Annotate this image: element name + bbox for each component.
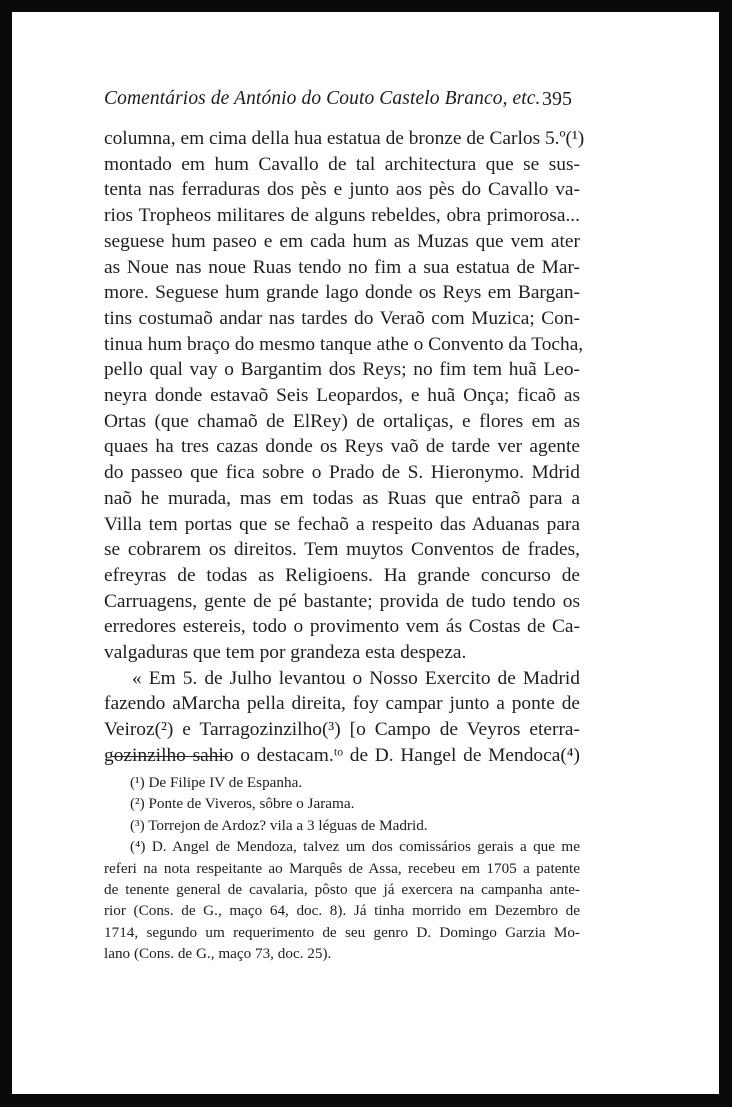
running-title: Comentários de António do Couto Castelo Branco, etc.: [104, 88, 541, 109]
body-line: « Em 5. de Julho levantou o Nosso Exercito de Madrid: [132, 667, 580, 689]
body-line: columna, em cima della hua estatua de bronze de Carlos 5.º(¹): [104, 128, 585, 149]
body-line: rios Tropheos militares de alguns rebeldes, obra primorosa...: [104, 205, 580, 227]
footnote-line: (²) Ponte de Viveros, sôbre o Jarama.: [130, 795, 355, 813]
footnote-divider: [112, 756, 228, 757]
body-line: erredores estereis, todo o provimento vem ás Costas de Ca-: [104, 616, 580, 638]
footnote-line: 1714, segundo um requerimento de seu genro D. Domingo Garzia Mo-: [104, 923, 580, 941]
body-line: naõ he murada, mas em todas as Ruas que entraõ para a: [104, 487, 580, 509]
body-line: se cobrarem os direitos. Tem muytos Conventos de frades,: [104, 539, 580, 561]
body-line: Veiroz(²) e Tarragozinzilho(³) [o Campo de Veyros eterra-: [104, 719, 580, 741]
body-line: tenta nas ferraduras dos pès e junto aos pès do Cavallo va-: [104, 179, 580, 201]
page-sheet: [12, 12, 719, 1094]
footnote-line: referi na nota respeitante ao Marquês de Assa, recebeu em 1705 a patente: [104, 859, 580, 877]
body-line: tins costumaõ andar nas tardes do Veraõ com Muzica; Con-: [104, 307, 580, 329]
footnote-line: de tenente general de cavalaria, pôsto que já exercera na campanha ante-: [104, 881, 580, 899]
footnote-line: lano (Cons. de G., maço 73, doc. 25).: [104, 945, 332, 963]
body-line: montado em hum Cavallo de tal architectura que se sus-: [104, 153, 580, 175]
body-line: valgaduras que tem por grandeza esta despeza.: [104, 642, 467, 664]
body-line: Ortas (que chamaõ de ElRey) de ortaliças, e flores em as: [104, 410, 580, 432]
body-line: Carruagens, gente de pé bastante; provida de tudo tendo os: [104, 590, 580, 612]
body-line: more. Seguese hum grande lago donde os Reys em Bargan-: [104, 282, 580, 304]
body-line: quaes ha tres cazas donde os Reys vaõ de tarde ver agente: [104, 436, 580, 458]
footnote-line: (⁴) D. Angel de Mendoza, talvez um dos comissários gerais a que me: [130, 838, 580, 856]
footnotes: [104, 772, 580, 965]
footnote-line: rior (Cons. de G., maço 64, doc. 8). Já tinha morrido em Dezembro de: [104, 902, 580, 920]
body-line: efreyras de todas as Religioens. Ha grande concurso de: [104, 564, 580, 586]
body-line: seguese hum paseo e em cada hum as Muzas que vem ater: [104, 230, 580, 252]
body-line: gozinzilho sahio o destacam.ᵗᵒ de D. Hangel de Mendoca(⁴): [104, 744, 580, 766]
body-line: as Noue nas noue Ruas tendo no fim a sua estatua de Mar-: [104, 256, 580, 278]
body-line: Villa tem portas que se fechaõ a respeito das Aduanas para: [104, 513, 580, 535]
body-line: fazendo aMarcha pella direita, foy campar junto a ponte de: [104, 693, 580, 715]
page-number: 395: [542, 88, 572, 110]
footnote-line: (¹) De Filipe IV de Espanha.: [130, 774, 303, 791]
body-line: neyra donde estavaõ Seis Leopardos, e huã Onça; ficaõ as: [104, 385, 580, 407]
footnote-line: (³) Torrejon de Ardoz? vila a 3 léguas de Madrid.: [130, 816, 428, 834]
body-text: [104, 126, 585, 769]
body-line: pello qual vay o Bargantim dos Reys; no fim tem huã Leo-: [104, 359, 580, 381]
body-line: do passeo que fica sobre o Prado de S. Hieronymo. Mdrid: [104, 462, 580, 484]
body-line: tinua hum braço do mesmo tanque athe o Convento da Tocha,: [104, 333, 584, 355]
